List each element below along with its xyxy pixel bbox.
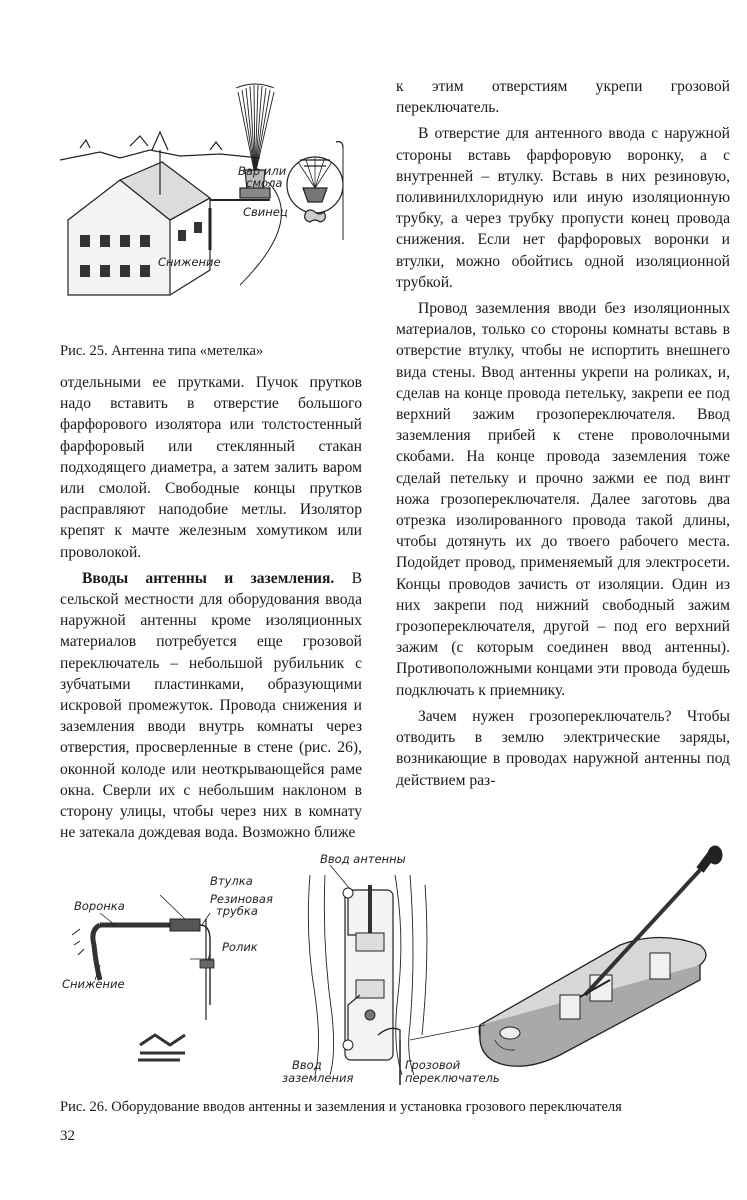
fig26-label-snizhenie: Снижение	[62, 977, 125, 991]
fig25-label-smola: смола	[246, 176, 283, 190]
fig26-label-pereklyuchatel: переключатель	[405, 1071, 500, 1085]
figure-26-caption: Рис. 26. Оборудование вводов антенны и заземления и установка грозового переключателя	[60, 1099, 622, 1115]
right-paragraph-4: Зачем нужен грозопереключатель? Чтобы отводить в землю электрические заряды, возникающие в проводах наружной антенны под действием раз-	[396, 707, 730, 789]
fig25-label-var: Вар или	[238, 164, 287, 178]
figure-25-illustration	[60, 70, 360, 310]
fig26-label-grozovoi: Грозовой	[405, 1058, 461, 1072]
right-text-column	[396, 76, 730, 791]
section-heading-vvody: Вводы антенны и заземления.	[82, 569, 335, 587]
fig25-label-svinets: Свинец	[243, 205, 288, 219]
fig26-label-vvod: Ввод	[292, 1058, 322, 1072]
right-paragraph-2: В отверстие для антенного ввода с наружной стороны вставь фарфоровую воронку, а с внутренней – втулку. Вставь в них резиновую, поливинилхлоридную или иную изоляционную трубку, а через трубку пропусти конец провода снижения. Если нет фарфоровых воронки и втулки, можно обойтись одной изоляционной трубкой.	[396, 125, 730, 291]
figure-26-illustration	[60, 845, 740, 1095]
right-paragraph-1: к этим отверстиям укрепи грозовой переключатель.	[396, 78, 730, 117]
left-text-column	[60, 372, 362, 843]
fig26-label-rezinovaya: Резиновая	[210, 892, 273, 906]
right-paragraph-3: Провод заземления вводи без изоляционных материалов, только со стороны комнаты вставь в отверстие втулку, чтобы не испортить внешнего вида стены. Ввод антенны укрепи на роликах, и, сделав на конце провода петельку, закрепи ее под верхний зажим грозопереключателя. Ввод заземления прибей к стене проволочными скобами. На конце провода заземления тоже сделай петельку и прочно зажми ее под винт ножа грозопереключателя. Далее заготовь два отрезка изолированного провода такой длины, чтобы дотянуть их до твоего рабочего места. Подойдет провод, применяемый для электросети. Концы проводов зачисть от изоляции. Один из них закрепи под нижний свободный зажим грозопереключателя, другой – под его верхний зажим (с которым соединен ввод антенны). Противоположными концами эти провода будешь подключать к приемнику.	[396, 300, 730, 699]
fig26-label-trubka: трубка	[216, 904, 258, 918]
left-paragraph-2	[60, 568, 362, 844]
left-paragraph-2-text: В сельской местности для оборудования ввода наружной антенны кроме изоляционных материалов потребуется еще грозовой переключатель – небольшой рубильник с зубчатыми пластинками, образующими искровой промежуток. Провода снижения и заземления вводи внутрь комнаты через отверстия, просверленные в стене (рис. 26), оконной колоде или неоткрывающейся раме окна. Сверли их с небольшим наклоном в сторону улицы, чтобы через них в комнату не затекала дождевая вода. Возможно ближе	[60, 569, 362, 842]
fig26-label-vtulka: Втулка	[210, 874, 253, 888]
figure-25-caption: Рис. 25. Антенна типа «метелка»	[60, 343, 264, 359]
fig26-label-voronka: Воронка	[74, 899, 125, 913]
left-paragraph-1: отдельными ее прутками. Пучок прутков надо вставить в отверстие большого фарфорового изолятора или толстостенный фарфоровый или стеклянный стакан подходящего диаметра, а затем залить варом или смолой. Свободные концы прутков расправляют наподобие метлы. Изолятор крепят к мачте железным хомутиком или проволокой.	[60, 374, 362, 561]
fig26-label-rolik: Ролик	[222, 940, 258, 954]
fig26-label-vvod-anteny: Ввод антенны	[320, 852, 406, 866]
fig26-label-zazemleniya: заземления	[282, 1071, 354, 1085]
page-number: 32	[60, 1128, 75, 1144]
fig25-label-snizhenie: Снижение	[158, 255, 221, 269]
